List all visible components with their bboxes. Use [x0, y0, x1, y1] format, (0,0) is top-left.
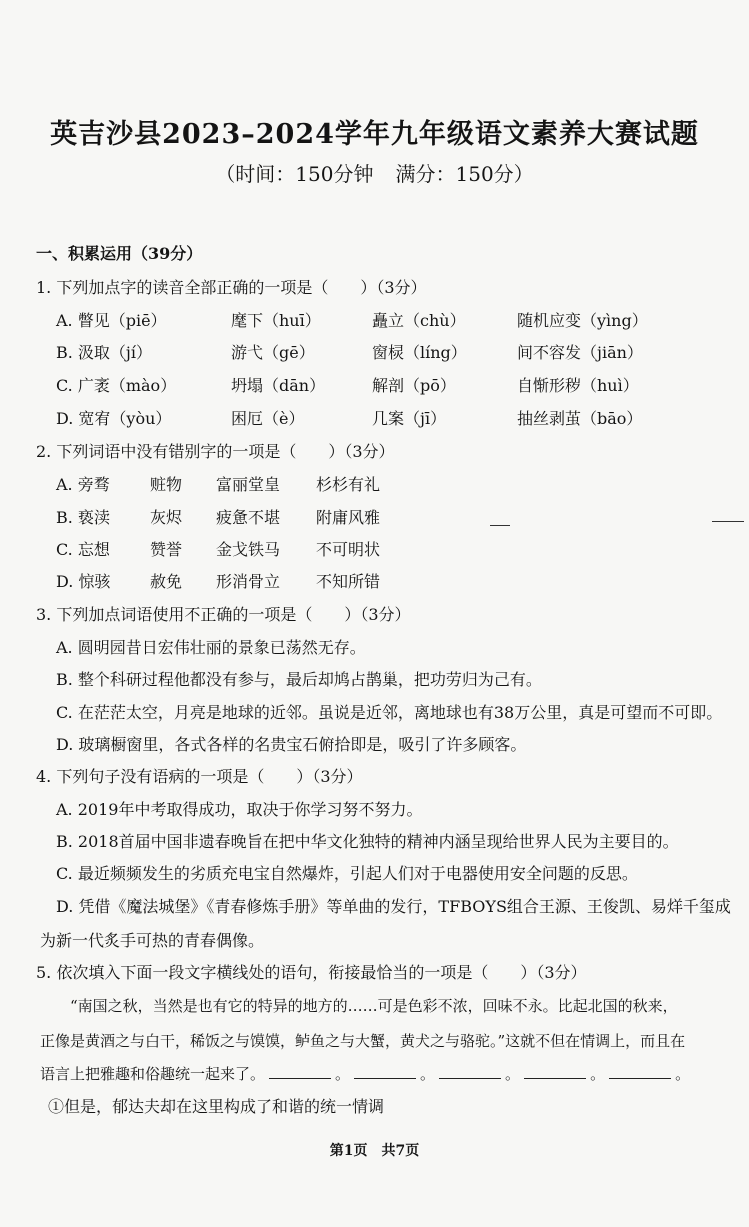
question-5-item-1: ①但是，郁达夫却在这里构成了和谐的统一情调 — [48, 1097, 385, 1116]
option-cell: 矗立（chù） — [372, 311, 466, 330]
question-5-stem: 5. 依次填入下面一段文字横线处的语句，衔接最恰当的一项是（ ）（3分） — [36, 963, 587, 982]
passage-line: 正像是黄酒之与白干，稀饭之与馍馍，鲈鱼之与大蟹，黄犬之与骆驼。”这就不但在情调上，而且在 — [40, 1032, 686, 1050]
exam-time: （时间：150分钟 — [215, 162, 374, 186]
option-cell: 赦免 — [150, 572, 183, 591]
scan-mark — [490, 525, 510, 526]
question-3-option-d: D. 玻璃橱窗里，各式各样的名贵宝石俯拾即是，吸引了许多顾客。 — [56, 735, 527, 754]
option-cell: 不可明状 — [316, 540, 381, 559]
option-cell: 形消骨立 — [216, 572, 281, 591]
passage-line: 语言上把雅趣和俗趣统一起来了。 — [40, 1065, 266, 1083]
exam-full-score: 满分：150分） — [395, 162, 534, 186]
scan-mark — [712, 521, 744, 522]
option-cell: A. 旁骛 — [56, 475, 110, 494]
option-cell: 窗棂（líng） — [372, 343, 467, 362]
question-3-option-c: C. 在茫茫太空，月亮是地球的近邻。虽说是近邻，离地球也有38万公里，真是可望而不可即。 — [56, 703, 723, 722]
question-4-option-b: B. 2018首届中国非遗春晚旨在把中华文化独特的精神内涵呈现给世界人民为主要目的。 — [56, 832, 679, 851]
option-cell: 困厄（è） — [231, 409, 305, 428]
option-cell: C. 忘想 — [56, 540, 110, 559]
page-footer: 第1页 共7页 — [329, 1143, 420, 1159]
option-cell: 富丽堂皇 — [216, 475, 281, 494]
option-cell: 坍塌（dān） — [231, 376, 326, 395]
option-cell: 几案（jī） — [372, 409, 447, 428]
answer-blank[interactable] — [609, 1064, 671, 1079]
option-cell: 疲惫不堪 — [216, 508, 281, 527]
option-cell: 麾下（huī） — [231, 311, 321, 330]
option-cell: 间不容发（jiān） — [517, 343, 643, 362]
option-cell: 解剖（pō） — [372, 376, 456, 395]
question-3-stem: 3. 下列加点词语使用不正确的一项是（ ）（3分） — [36, 605, 411, 624]
answer-blank[interactable] — [439, 1064, 501, 1079]
question-4-option-d-continued: 为新一代炙手可热的青春偶像。 — [40, 931, 265, 950]
question-4-stem: 4. 下列句子没有语病的一项是（ ）（3分） — [36, 767, 363, 786]
option-cell: 赃物 — [150, 475, 183, 494]
option-cell: 附庸风雅 — [316, 508, 381, 527]
exam-subtitle — [0, 158, 749, 187]
section-heading: 一、积累运用（39分） — [36, 244, 203, 263]
option-cell: D. 宽宥（yòu） — [56, 409, 172, 428]
option-cell: 赞誉 — [150, 540, 183, 559]
question-2-stem: 2. 下列词语中没有错别字的一项是（ ）（3分） — [36, 442, 395, 461]
question-1-stem: 1. 下列加点字的读音全部正确的一项是（ ）（3分） — [36, 278, 427, 297]
answer-blank[interactable] — [269, 1064, 331, 1079]
option-cell: A. 瞥见（piē） — [56, 311, 167, 330]
option-cell: B. 汲取（jí） — [56, 343, 153, 362]
option-cell: 随机应变（yìng） — [517, 311, 648, 330]
option-cell: 不知所错 — [316, 572, 381, 591]
question-3-option-a: A. 圆明园昔日宏伟壮丽的景象已荡然无存。 — [56, 638, 366, 657]
question-3-option-b: B. 整个科研过程他都没有参与，最后却鸠占鹊巢，把功劳归为己有。 — [56, 670, 542, 689]
option-cell: 灰烬 — [150, 508, 183, 527]
exam-title: 英吉沙县2023–2024学年九年级语文素养大赛试题 — [50, 119, 699, 150]
option-cell: B. 亵渎 — [56, 508, 110, 527]
question-4-option-d: D. 凭借《魔法城堡》《青春修炼手册》等单曲的发行，TFBOYS组合王源、王俊凯、易烊千玺成 — [56, 897, 731, 916]
answer-blank[interactable] — [524, 1064, 586, 1079]
question-4-option-a: A. 2019年中考取得成功，取决于你学习努不努力。 — [56, 800, 423, 819]
option-cell: 金戈铁马 — [216, 540, 281, 559]
passage-line-with-blanks: 语言上把雅趣和俗趣统一起来了。 。 。 。 。 。 — [40, 1065, 691, 1083]
answer-blank[interactable] — [354, 1064, 416, 1079]
option-cell: 自惭形秽（huì） — [517, 376, 639, 395]
question-4-option-c: C. 最近频频发生的劣质充电宝自然爆炸，引起人们对于电器使用安全问题的反思。 — [56, 864, 638, 883]
option-cell: 杉杉有礼 — [316, 475, 381, 494]
option-cell: 抽丝剥茧（bāo） — [517, 409, 643, 428]
option-cell: D. 惊骇 — [56, 572, 111, 591]
option-cell: 游弋（gē） — [231, 343, 315, 362]
passage-line: “南国之秋，当然是也有它的特异的地方的……可是色彩不浓，回味不永。比起北国的秋来， — [70, 997, 678, 1015]
option-cell: C. 广袤（mào） — [56, 376, 177, 395]
